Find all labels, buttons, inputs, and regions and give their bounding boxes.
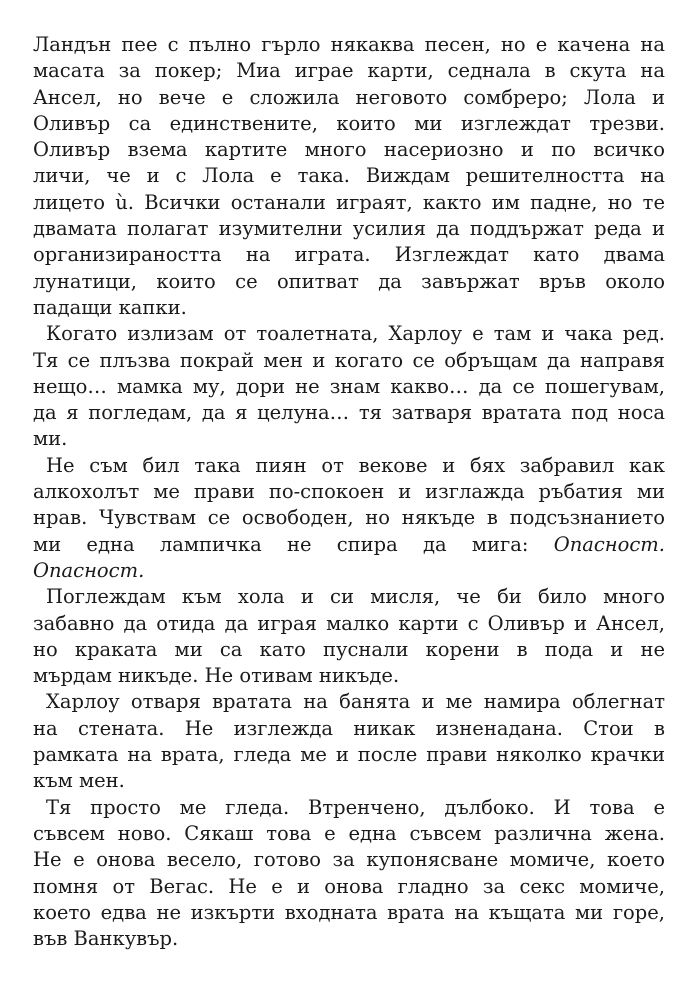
text-line (33, 137, 665, 163)
line-text: лицето ù. Всички останали играят, както им падне, но те (33, 190, 665, 214)
text-line (33, 348, 665, 374)
text-line (33, 742, 665, 768)
text-line (33, 611, 665, 637)
line-text: лунатици, които се опитват да завържат връв около (33, 269, 665, 293)
line-text: съвсем ново. Сякаш това е една съвсем различна жена. (33, 821, 665, 845)
line-text: личи, че и с Лола е така. Виждам решителността на (33, 164, 665, 188)
text-line (33, 900, 665, 926)
paragraph (33, 584, 665, 689)
text-line (33, 426, 665, 452)
line-text: Когато излизам от тоалетната, Харлоу е там и чака ред. (46, 322, 665, 346)
line-text: на стената. Не изглежда никак изненадана. Стои в (33, 716, 665, 740)
paragraph (33, 795, 665, 953)
text-line (33, 874, 665, 900)
text-line (33, 269, 665, 295)
line-text: Харлоу отваря вратата на банята и ме намира облегнат (46, 690, 665, 714)
text-line (33, 584, 665, 610)
text-line (33, 663, 665, 689)
text-line (33, 768, 665, 794)
line-text: алкохолът ме прави по-спокоен и изглажда ръбатия ми (33, 480, 665, 504)
line-text: ми една лампичка не спира да мига: (33, 532, 554, 556)
text-line (33, 795, 665, 821)
line-text: Не е онова весело, готово за купонясване момиче, което (33, 848, 665, 872)
text-line (33, 58, 665, 84)
paragraph (33, 689, 665, 794)
paragraph (33, 453, 665, 584)
text-line (33, 216, 665, 242)
line-text: падащи капки. (33, 295, 187, 319)
text-line (33, 321, 665, 347)
emphasis-text: Опасност. (553, 532, 665, 556)
line-text: във Ванкувър. (33, 927, 179, 951)
text-line (33, 453, 665, 479)
text-line (33, 295, 665, 321)
text-line (33, 400, 665, 426)
line-text: Ландън пее с пълно гърло някаква песен, но е качена на (33, 33, 665, 56)
line-text: Тя се плъзва покрай мен и когато се обръщам да направя (33, 348, 665, 372)
text-line (33, 374, 665, 400)
line-text: забавно да отида да играя малко карти с Оливър и Ансел, (33, 611, 665, 635)
line-text: Оливър са единствените, които ми изглеждат трезви. (33, 111, 665, 135)
line-text: Ансел, но вече е сложила неговото сомбреро; Лола и (33, 85, 665, 109)
paragraph (33, 32, 665, 321)
text-line (33, 926, 665, 952)
line-text: Не съм бил така пиян от векове и бях забравил как (46, 453, 665, 477)
line-text: нрав. Чувствам се освободен, но някъде в подсъзнанието (33, 506, 665, 530)
line-text: нещо… мамка му, дори не знам какво… да се пошегувам, (33, 374, 665, 398)
line-text: двамата полагат изумителни усилия да поддържат реда и (33, 217, 665, 241)
text-line (33, 847, 665, 873)
line-text: но краката ми са като пуснали корени в пода и не (33, 637, 665, 661)
line-text: Поглеждам към хола и си мисля, че би било много (46, 585, 665, 609)
text-line (33, 32, 665, 58)
text-line (33, 821, 665, 847)
line-text: мърдам никъде. Не отивам никъде. (33, 664, 400, 688)
text-line (33, 558, 665, 584)
text-line (33, 716, 665, 742)
line-text: ми. (33, 427, 68, 451)
line-text: което едва не изкърти входната врата на къщата ми горе, (33, 900, 665, 924)
line-text: да я погледам, да я целуна… тя затваря вратата под носа (33, 401, 665, 425)
text-line (33, 479, 665, 505)
paragraph (33, 321, 665, 452)
text-line (33, 190, 665, 216)
text-line (33, 637, 665, 663)
line-text: Оливър взема картите много насериозно и по всичко (33, 138, 665, 162)
body-text (33, 32, 665, 952)
emphasis-text: Опасност. (33, 558, 145, 582)
text-line (33, 689, 665, 715)
line-text: рамката на врата, гледа ме и после прави няколко крачки (33, 743, 665, 767)
line-text: към мен. (33, 769, 125, 793)
line-text: помня от Вегас. Не е и онова гладно за секс момиче, (33, 874, 665, 898)
line-text: масата за покер; Миа играе карти, седнала в скута на (33, 59, 665, 83)
text-line (33, 505, 665, 531)
text-line (33, 111, 665, 137)
line-text: Тя просто ме гледа. Втренчено, дълбоко. И това е (46, 795, 665, 819)
line-text: организираността на играта. Изглеждат като двама (33, 243, 665, 267)
text-line (33, 242, 665, 268)
text-line (33, 163, 665, 189)
text-line (33, 532, 665, 558)
text-line (33, 85, 665, 111)
